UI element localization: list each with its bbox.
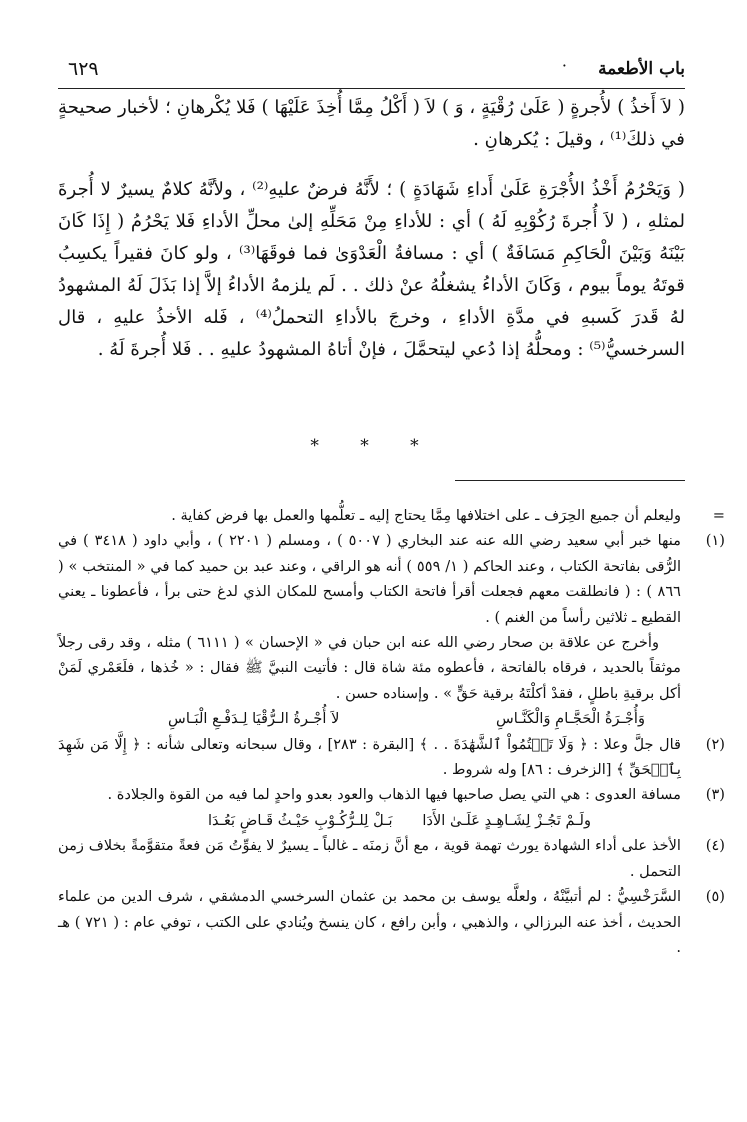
page-number: ٦٢٩ <box>68 58 99 80</box>
poetry-verse <box>58 706 681 731</box>
footnote-mark: (٥) <box>705 888 725 906</box>
chapter-title: باب الأطعمة <box>598 59 685 79</box>
verse-hemistich: بَـلْ لِلـرُّكُـوْبِ حَيْـثُ قَـاضٍ بَعُـدَا <box>208 811 393 829</box>
footnote-mark: (٣) <box>705 786 725 804</box>
footnote-1 <box>58 528 725 731</box>
main-paragraph-2: ( وَيَحْرُمُ أَخْذُ الأُجْرَةِ عَلَىٰ أَداءِ شَهَادَةٍ ) ؛ لأَنَّهُ فرضٌ عليهِ⁽²⁾ ، ولأنَّهُ كلامٌ يسيرٌ لا أُجرةَ لمثلهِ ، ( لاَ أُجرةَ رُكُوْبِهِ لَهُ ) أي : للأداءِ مِنْ مَحَلِّهِ إلىٰ محلِّ الأداءِ فَلا يَحْرُمُ ( إِذَا كَانَ بَيْنَهُ وَبَيْنَ الْحَاكِمِ مَسَافَةٌ ) أي : مسافةُ الْعَدْوَىٰ فما فوقَهَا⁽³⁾ ، ولو كانَ فقيراً يكسِبُ قوتَهُ يوماً بيوم ، وَكَانَ الأداءُ يشغلُهُ عنْ ذلك . . لَم يلزمهُ الأداءُ إلاَّ إذا بَذَلَ لَهُ المشهودُ لهُ قَدرَ كَسبهِ في مدَّةِ الأداءِ ، وخرجَ بالأداءِ التحملُ⁽⁴⁾ ، فَله الأخذُ عليهِ ، قال السرخسيُّ⁽⁵⁾ : ومحلُّهُ إذا دُعي ليتحمَّلَ ، فإنْ أتاهُ المشهودُ عليهِ . . فَلا أُجرةَ لَهُ . <box>58 179 686 360</box>
footnote-text: قال جلَّ وعلا : ﴿ وَلَا تَكۡتُمُواْ ٱلشَّهَٰدَةَ . . ﴾ [البقرة : ٢٨٣] ، وقال سبحانه وتعالى شأنه : ﴿ إِلَّا مَن شَهِدَ بِٱلۡحَقِّ ﴾ [الزخرف : ٨٦] وله شروط . <box>58 735 681 779</box>
footnote-4 <box>58 833 725 884</box>
footnote-2 <box>58 732 725 783</box>
main-text <box>58 92 685 366</box>
footnote-text: الأخذ على أداء الشهادة يورث تهمة قوية ، مع أنَّ زمنَه ـ غالباً ـ يسيرٌ لا يفوِّتُ مَن فعةً متقوَّمةً بخلاف زمن التحمل . <box>58 837 681 880</box>
main-paragraph-1: ( لاَ أَخذُ ) لأُجرةٍ ( عَلَىٰ رُقْيَةٍ ، وَ ) لاَ ( أَكْلُ مِمَّا أُخِذَ عَلَيْهَا ) فَلا يُكْرهانِ ؛ لأخبار صحيحةٍ في ذلكَ⁽¹⁾ ، وقيلَ : يُكرهانِ . <box>58 97 685 150</box>
section-separator: * * * <box>310 436 437 456</box>
footnote-text: منها خبر أبي سعيد رضي الله عنه عند البخاري ( ٥٠٠٧ ) ، ومسلم ( ٢٢٠١ ) ، وأبي داود ( ٣٤١٨ ) في الرُّقى بفاتحة الكتاب ، وعند الحاكم ( ١/ ٥٥٩ ) أنه هو الراقي ، وعند عبد بن حميد كما في « المنتخب » ( ٨٦٦ ) : ( فانطلقت معهم فجعلت أقرأ فاتحة الكتاب وأمسح للمكان الذي لدغ حتى برأ ، فأعطونا ـ يعني القطيع ـ ثلاثين رأساً من الغنم ) . <box>58 532 681 626</box>
footnote-5 <box>58 884 725 960</box>
footnote-mark: (٢) <box>705 735 725 753</box>
footnote-continuation <box>58 503 725 528</box>
verse-hemistich: وَأُجْـرَةُ الْحَجَّـامِ وَالْكَنَّـاسِ <box>495 710 645 728</box>
verse-hemistich: لاَ أُجْـرةُ الـرُّقْيَا لِـدَفْـعِ الْبَـاسِ <box>168 710 340 728</box>
footnotes <box>58 503 725 960</box>
header-dot: · <box>561 56 567 75</box>
footnote-text: وليعلم أن جميع الحِرَف ـ على اختلافها مِمَّا يحتاج إليه ـ تعلُّمها والعمل بها فرض كفاية . <box>171 507 681 524</box>
footnote-text: مسافة العدوى : هي التي يصل صاحبها فيها الذهاب والعود بعدو واحدٍ لما فيه من القوة والجلادة . <box>107 786 681 804</box>
footnote-mark: (٤) <box>705 837 725 855</box>
footnote-3 <box>58 782 725 833</box>
footnote-text: وأخرج عن علاقة بن صحار رضي الله عنه ابن حبان في « الإحسان » ( ٦١١١ ) مثله ، وقد رقى رجلاً موثقاً بالحديد ، فرقاه بالفاتحة ، فأعطوه مئة شاة قال : فأتيت النبيَّ ﷺ فقال : « خُذها ، فلَعَمْري لَمَنْ أكل برقيةِ باطلٍ ، فقدْ أكلْتَهُ برقية حَقٍّ » . وإسناده حسن . <box>58 634 681 702</box>
footnote-mark: = <box>712 507 725 524</box>
footnote-text: السَّرَخْسِيُّ : لم أتبيَّنْهُ ، ولعلَّه يوسف بن محمد بن عثمان السرخسي الدمشقي ، شرف الدين من علماء الحديث ، أخذ عنه البرزالي ، والذهبي ، وأبن رافع ، كان ينسخ ويُنادي على الكتب ، توفي عام : ( ٧٢١ ) هـ . <box>58 888 681 956</box>
running-header <box>58 56 685 89</box>
footnote-rule <box>455 480 685 481</box>
poetry-verse <box>58 808 681 833</box>
footnote-mark: (١) <box>705 532 725 550</box>
verse-hemistich: ولَـمْ تَجُـزْ لِشَـاهِـدٍ عَلَـىٰ الأَدَا <box>422 811 591 829</box>
